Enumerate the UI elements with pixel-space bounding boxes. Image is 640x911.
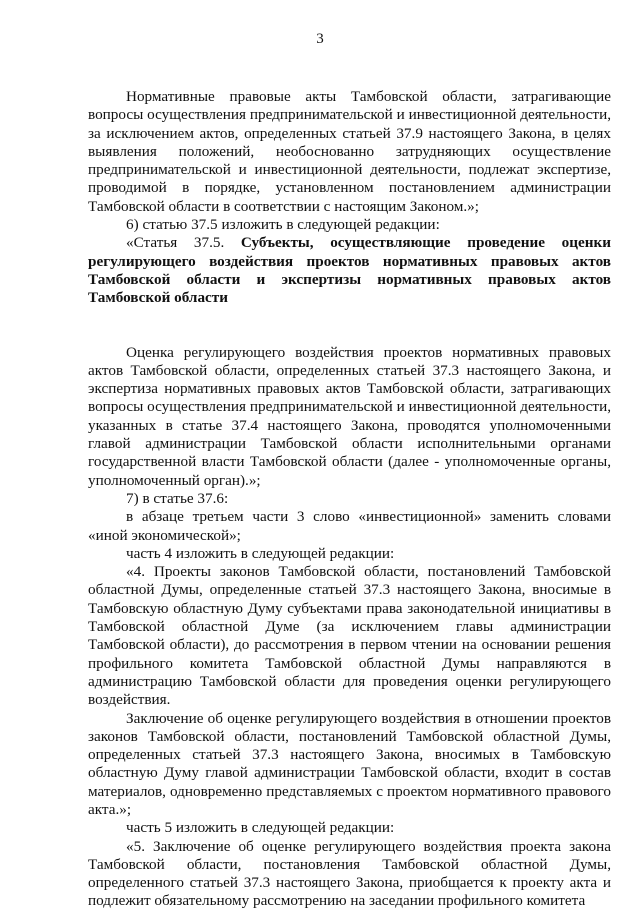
paragraph-spacer — [88, 308, 611, 344]
document-body — [88, 88, 611, 911]
article-37-5-title: Субъекты, осуществляющие проведение оценки регулирующего воздействия проектов нормативных правовых актов Тамбовской области и экспертизы нормативных правовых актов Тамбовской области — [88, 234, 611, 307]
paragraph-item-6: 6) статью 37.5 изложить в следующей редакции: — [126, 216, 440, 234]
paragraph-article-37-5-body: Оценка регулирующего воздействия проектов нормативных правовых актов Тамбовской области, определенных статьей 37.3 настоящего Закона, и экспертиза нормативных правовых актов Тамбовской области, затрагивающих вопросы осуществления предпринимательской и инвестиционной деятельности, указанных в статье 37.4 настоящего Закона, проводятся уполномоченными главой администрации Тамбовской области исполнительными органами государственной власти Тамбовской области (далее - уполномоченные органы, уполномоченный орган).»; — [88, 343, 611, 489]
page-number: 3 — [316, 31, 324, 47]
paragraph-part-4-text: «4. Проекты законов Тамбовской области, постановлений Тамбовской областной Думы, определенные статьей 37.3 настоящего Закона, вносимые в Тамбовскую областную Думу субъектами права законодательной инициативы в Тамбовской областной Думе (за исключением главы администрации Тамбовской области), до рассмотрения в первом чтении на основании решения профильного комитета Тамбовской областной Думы направляются в администрацию Тамбовской области для проведения оценки регулирующего воздействия. — [88, 563, 611, 709]
article-37-5-number: «Статья 37.5. — [126, 234, 241, 252]
paragraph-regulatory-acts-expertise: Нормативные правовые акты Тамбовской области, затрагивающие вопросы осуществления предпринимательской и инвестиционной деятельности, за исключением актов, определенных статьей 37.9 настоящего Закона, в целях выявления положений, необоснованно затрудняющих осуществление предпринимательской и инвестиционной деятельности, подлежат экспертизе, проводимой в порядке, установленном постановлением администрации Тамбовской области в соответствии с настоящим Законом.»; — [88, 88, 611, 215]
paragraph-part-5-text: «5. Заключение об оценке регулирующего воздействия проекта закона Тамбовской области, постановления Тамбовской областной Думы, определенного статьей 37.3 настоящего Закона, приобщается к проекту акта и подлежит обязательному рассмотрению на заседании профильного комитета — [88, 837, 611, 910]
paragraph-item-7: 7) в статье 37.6: — [126, 489, 229, 507]
paragraph-part-5-intro: часть 5 изложить в следующей редакции: — [126, 819, 395, 837]
article-37-5-heading — [88, 234, 611, 307]
paragraph-part-3-amendment: в абзаце третьем части 3 слово «инвестиционной» заменить словами «иной экономической»; — [88, 508, 611, 544]
paragraph-part-4-intro: часть 4 изложить в следующей редакции: — [126, 544, 395, 562]
paragraph-part-4-conclusion: Заключение об оценке регулирующего воздействия в отношении проектов законов Тамбовской области, постановлений Тамбовской областной Думы, определенных статьей 37.3 настоящего Закона, вносимых в Тамбовскую областную Думу главой администрации Тамбовской области, входит в состав материалов, одновременно представляемых с проектом нормативного правового акта.»; — [88, 709, 611, 818]
